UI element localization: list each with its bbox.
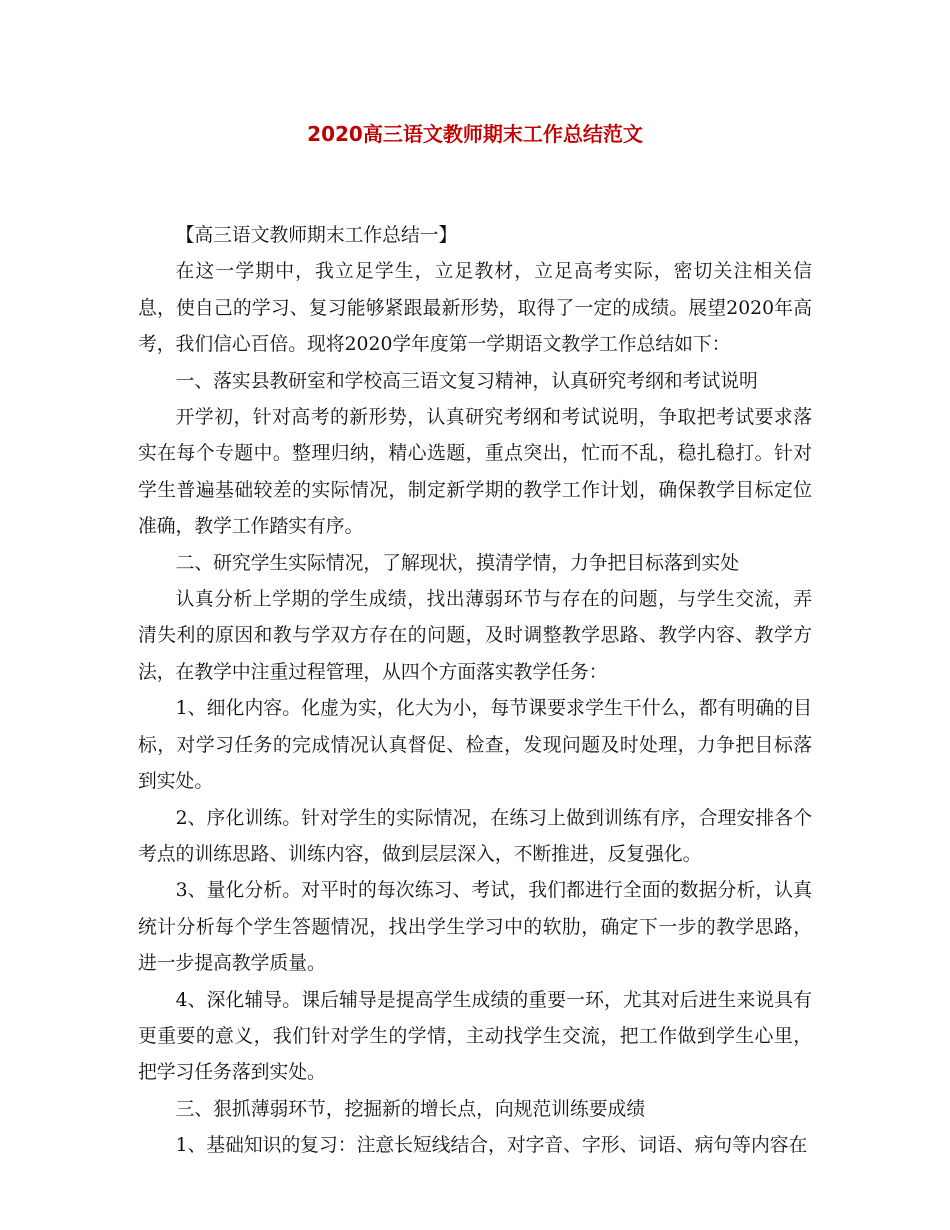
paragraph-item-3: 3、量化分析。对平时的每次练习、考试，我们都进行全面的数据分析，认真统计分析每个学生答题情况，找出学生学习中的软肋，确定下一步的教学思路，进一步提高教学质量。 (138, 880, 812, 975)
paragraph-heading-two: 二、研究学生实际情况，了解现状，摸清学情，力争把目标落到实处 (175, 552, 740, 574)
paragraph-item-1-basics: 1、基础知识的复习：注意长短线结合，对字音、字形、词语、病句等内容在 (175, 1135, 808, 1157)
paragraph-body: 开学初，针对高考的新形势，认真研究考纲和考试说明，争取把考试要求落实在每个专题中。整理归纳，精心选题，重点突出，忙而不乱，稳扎稳打。针对学生普遍基础较差的实际情况，制定新学期的教学工作计划，确保教学目标定位准确，教学工作踏实有序。 (138, 407, 812, 538)
paragraph-body: 认真分析上学期的学生成绩，找出薄弱环节与存在的问题，与学生交流，弄清失利的原因和教与学双方存在的问题，及时调整教学思路、教学内容、教学方法，在教学中注重过程管理，从四个方面落实教学任务： (138, 589, 812, 683)
paragraph-section-heading: 【高三语文教师期末工作总结一】 (175, 225, 458, 246)
paragraph-item-1: 1、细化内容。化虚为实，化大为小，每节课要求学生干什么，都有明确的目标，对学习任务的完成情况认真督促、检查，发现问题及时处理，力争把目标落到实处。 (138, 698, 812, 793)
document-title: 2020高三语文教师期末工作总结范文 (307, 122, 643, 146)
paragraph-intro: 在这一学期中，我立足学生，立足教材，立足高考实际，密切关注相关信息，使自己的学习、复习能够紧跟最新形势，取得了一定的成绩。展望2020年高考，我们信心百倍。现将2020学年度第一学期语文教学工作总结如下： (138, 261, 812, 356)
paragraph-item-4: 4、深化辅导。课后辅导是提高学生成绩的重要一环，尤其对后进生来说具有更重要的意义，我们针对学生的学情，主动找学生交流，把工作做到学生心里，把学习任务落到实处。 (138, 989, 812, 1084)
paragraph-item-2: 2、序化训练。针对学生的实际情况，在练习上做到训练有序，合理安排各个考点的训练思路、训练内容，做到层层深入，不断推进，反复强化。 (138, 807, 812, 865)
paragraph-heading-one: 一、落实县教研室和学校高三语文复习精神，认真研究考纲和考试说明 (175, 370, 758, 392)
paragraph-heading-three: 三、狠抓薄弱环节，挖掘新的增长点，向规范训练要成绩 (175, 1098, 646, 1120)
document-body (138, 218, 812, 1165)
